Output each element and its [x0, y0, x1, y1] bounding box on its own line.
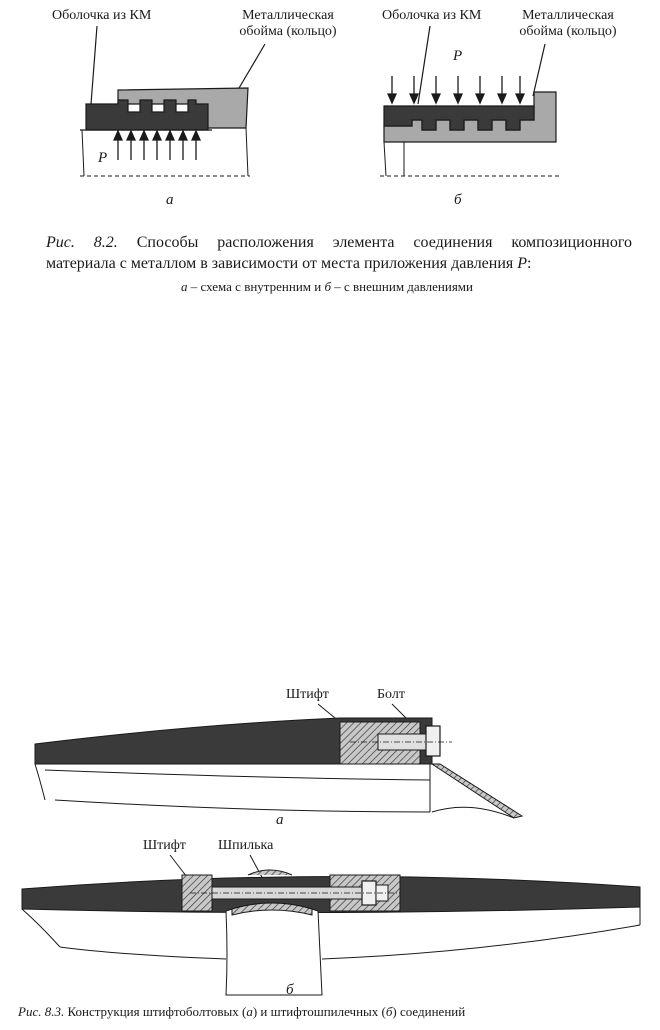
label-metal-ring-line2: обойма (кольцо)	[519, 24, 617, 39]
caption-8-3-ref-a: а	[246, 1004, 253, 1019]
caption-text-2: материала с металлом в зависимости от места приложения давления	[46, 255, 514, 272]
caption-figure-8-2	[46, 232, 632, 297]
pressure-arrows-b	[388, 76, 524, 103]
caption-ref-a: а	[180, 279, 188, 294]
caption-8-2-line1	[46, 232, 632, 253]
pressure-label-a: P	[98, 150, 108, 166]
caption-8-2-line3	[46, 276, 632, 297]
pressure-label-b: P	[453, 48, 463, 64]
caption-ref-b: б	[324, 279, 332, 294]
caption-8-3-text1: Конструкция штифтоболтовых (	[64, 1004, 247, 1019]
leader-composite-b	[418, 26, 430, 104]
caption-8-2-line2	[46, 253, 632, 274]
label-composite-shell: Оболочка из КМ	[52, 8, 152, 23]
caption-ref-b-text: – с внешним давлениями	[331, 279, 473, 294]
caption-var-p: P	[517, 255, 528, 272]
caption-ref-a-text: – схема с внутренним и	[187, 279, 325, 294]
caption-figure-8-3	[18, 1004, 638, 1020]
label-composite-shell: Оболочка из КМ	[382, 8, 482, 23]
caption-number: 8.2.	[93, 234, 118, 251]
sublabel-8-3-b: б	[286, 982, 294, 998]
caption-colon: :	[527, 255, 532, 272]
caption-prefix: Рис.	[46, 234, 75, 251]
label-pin-b: Штифт	[143, 838, 186, 853]
composite-shell-b	[384, 106, 534, 130]
diagram-external-pressure	[0, 0, 660, 200]
label-pin-a: Штифт	[286, 687, 329, 702]
metal-fitting-left-b	[182, 875, 212, 911]
sublabel-a: а	[166, 192, 174, 208]
label-metal-ring-line2: обойма (кольцо)	[239, 24, 337, 39]
caption-text-1: Способы расположения элемента соединения композиционного	[136, 234, 633, 251]
label-metal-ring-line1: Металлическая	[522, 8, 614, 23]
angled-flange-a	[432, 764, 522, 818]
label-metal-ring-line1: Металлическая	[242, 8, 334, 23]
shell-inner-line-a	[45, 770, 430, 780]
leader-metal-b	[533, 44, 545, 96]
caption-8-3-text2: ) и штифтошпилечных (	[252, 1004, 386, 1019]
arch-support-b	[226, 903, 322, 995]
bolt-head-a	[426, 726, 440, 756]
break-line-left-b	[384, 142, 386, 176]
label-bolt-a: Болт	[377, 687, 405, 702]
diagram-pin-stud-joint	[0, 835, 660, 1005]
label-stud-b: Шпилька	[218, 838, 274, 853]
caption-8-3-text3: ) соединений	[392, 1004, 466, 1019]
caption-8-3-prefix: Рис. 8.3.	[18, 1004, 65, 1019]
sublabel-8-3-a: а	[276, 812, 284, 828]
sublabel-b: б	[454, 192, 462, 208]
caption-8-3-ref-b: б	[385, 1004, 393, 1019]
